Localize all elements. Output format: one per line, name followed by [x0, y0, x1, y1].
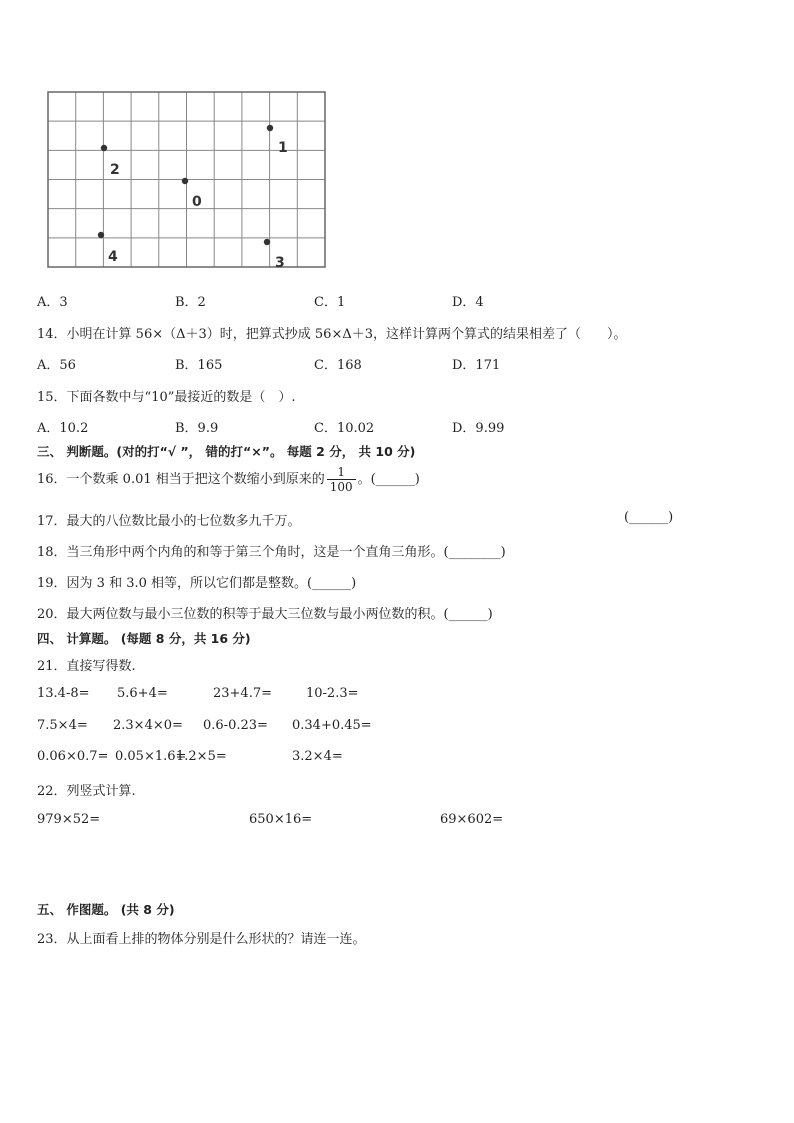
q14-option-a: A．56 — [37, 358, 76, 373]
grid-point-label-1: 1 — [278, 140, 288, 156]
q16-text-before: 16．一个数乘 0.01 相当于把这个数缩小到原来的 — [37, 472, 325, 487]
q21-r2c3: 0.6-0.23= — [203, 718, 268, 733]
section-3-heading: 三、 判断题。(对的打“√ ”， 错的打“×”。 每题 2 分， 共 10 分) — [37, 444, 416, 459]
q21-r2c4: 0.34+0.45= — [292, 718, 372, 733]
q22-item-1: 979×52= — [37, 812, 101, 827]
q15-text: 15．下面各数中与“10”最接近的数是（ ）. — [37, 390, 296, 405]
q13-option-a: A．3 — [37, 295, 68, 310]
q23-text: 23．从上面看上排的物体分别是什么形状的？请连一连。 — [37, 932, 366, 947]
q14-option-d: D．171 — [452, 358, 501, 373]
q17-text: 17．最大的八位数比最小的七位数多九千万。 — [37, 514, 301, 529]
q21-r1c1: 13.4-8= — [37, 686, 90, 701]
q22-item-3: 69×602= — [440, 812, 504, 827]
grid-point-2 — [101, 145, 107, 151]
q13-option-d: D．4 — [452, 295, 484, 310]
q13-option-b: B．2 — [175, 295, 206, 310]
q21-r3c1: 0.06×0.7= — [37, 749, 109, 764]
q15-option-d: D．9.99 — [452, 421, 505, 436]
q17-answer-blank[interactable]: (______) — [624, 510, 674, 525]
grid-point-label-0: 0 — [192, 194, 202, 210]
q14-text: 14．小明在计算 56×（Δ＋3）时，把算式抄成 56×Δ＋3，这样计算两个算式的结果相差了（ ）。 — [37, 327, 627, 342]
fraction-denominator: 100 — [329, 480, 353, 494]
section-5-heading: 五、 作图题。 (共 8 分) — [37, 902, 175, 917]
grid-point-3 — [264, 239, 270, 245]
q16-text-after: 。(______) — [357, 472, 420, 487]
q21-r2c2: 2.3×4×0= — [113, 718, 183, 733]
grid-point-label-4: 4 — [108, 249, 118, 265]
section-4-heading: 四、 计算题。 (每题 8 分，共 16 分) — [37, 631, 251, 646]
grid-point-1 — [267, 125, 273, 131]
dot-grid-figure — [45, 90, 328, 270]
q22-item-2: 650×16= — [249, 812, 313, 827]
q14-option-c: C．168 — [314, 358, 362, 373]
q16-text — [37, 462, 420, 498]
q21-r3c2: 0.05×1.6= — [115, 749, 187, 764]
q21-r1c4: 10-2.3= — [306, 686, 359, 701]
q21-r1c3: 23+4.7= — [213, 686, 273, 701]
fraction — [327, 465, 356, 494]
fraction-numerator: 1 — [327, 465, 356, 480]
q21-r1c2: 5.6+4= — [117, 686, 168, 701]
q19-text: 19．因为 3 和 3.0 相等，所以它们都是整数。(______) — [37, 576, 357, 591]
dot-grid-svg — [45, 90, 328, 270]
q14-option-b: B．165 — [175, 358, 223, 373]
q15-option-a: A．10.2 — [37, 421, 89, 436]
q15-option-b: B．9.9 — [175, 421, 219, 436]
q22-title: 22．列竖式计算. — [37, 784, 136, 799]
q21-r3c3: 1.2×5= — [176, 749, 227, 764]
q18-text: 18．当三角形中两个内角的和等于第三个角时，这是一个直角三角形。(________) — [37, 545, 506, 560]
q21-r2c1: 7.5×4= — [37, 718, 88, 733]
q15-option-c: C．10.02 — [314, 421, 375, 436]
grid-point-0 — [182, 178, 188, 184]
grid-point-label-2: 2 — [110, 162, 120, 178]
q21-title: 21．直接写得数. — [37, 659, 136, 674]
q20-text: 20．最大两位数与最小三位数的积等于最大三位数与最小两位数的积。(______) — [37, 607, 493, 622]
grid-point-label-3: 3 — [275, 255, 285, 270]
grid-point-4 — [98, 232, 104, 238]
q13-option-c: C．1 — [314, 295, 346, 310]
q21-r3c4: 3.2×4= — [292, 749, 343, 764]
